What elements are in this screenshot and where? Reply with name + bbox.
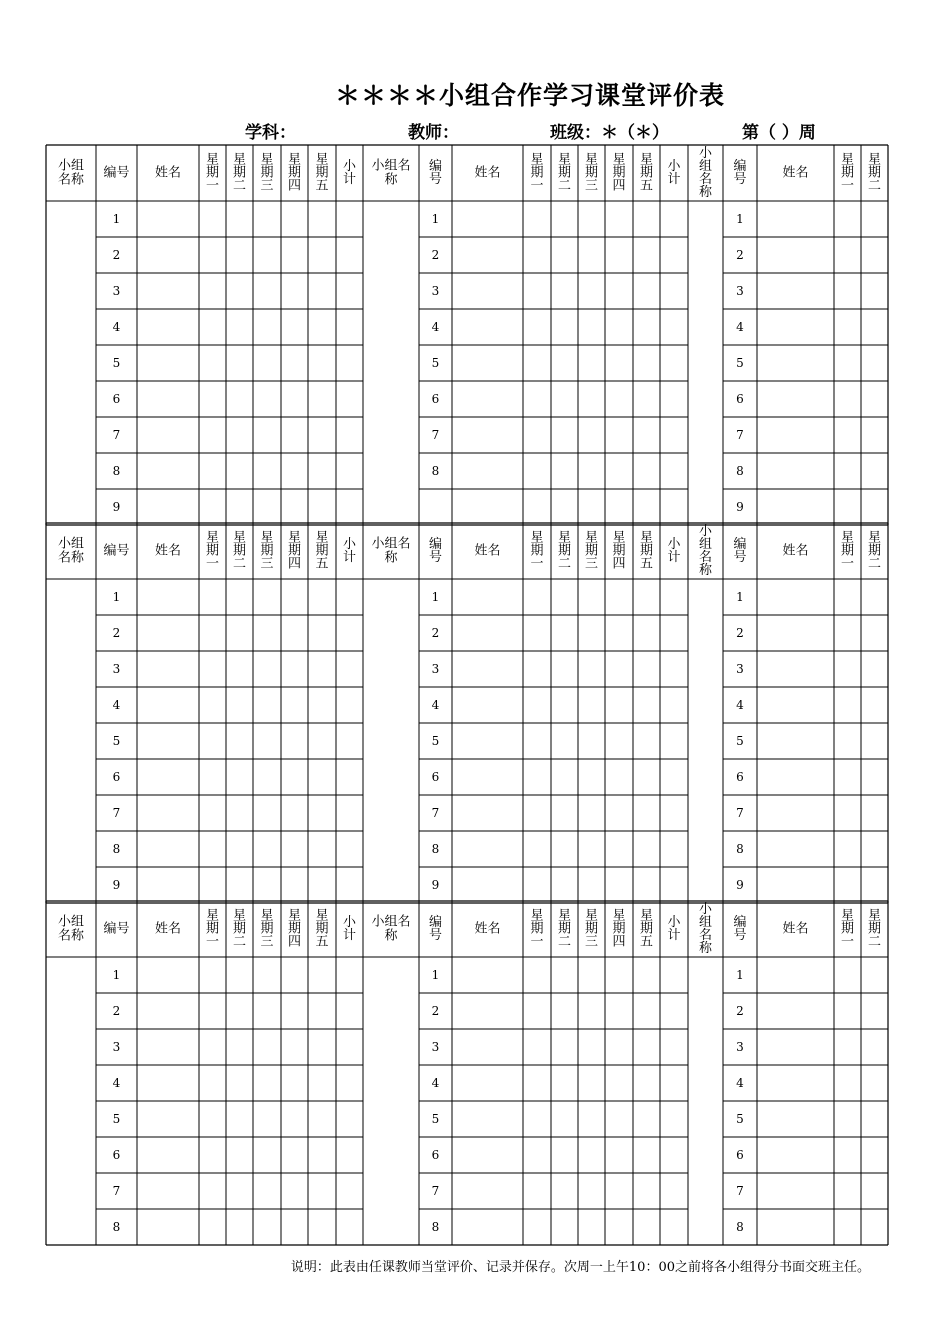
row-number: 2 bbox=[431, 248, 440, 262]
header-group_name_a: 小组 bbox=[57, 536, 85, 552]
header-wed: 期 bbox=[260, 543, 274, 559]
row-number: 1 bbox=[431, 968, 440, 982]
header-number_a: 编号 bbox=[103, 165, 130, 181]
header-mon: 一 bbox=[205, 556, 220, 572]
header-mon: 一 bbox=[840, 934, 855, 950]
header-number_b: 编 bbox=[428, 915, 443, 930]
header-fri: 五 bbox=[639, 178, 654, 194]
header-tue: 期 bbox=[557, 543, 572, 559]
header-mon: 期 bbox=[205, 921, 220, 937]
row-number: 3 bbox=[431, 284, 440, 298]
row-number: 7 bbox=[431, 1184, 440, 1198]
header-wed: 期 bbox=[584, 165, 599, 181]
header-subtotal: 计 bbox=[667, 550, 681, 565]
row-number: 9 bbox=[431, 878, 440, 892]
header-thu: 四 bbox=[612, 178, 626, 194]
class-label: 班级：＊（＊） bbox=[550, 123, 669, 143]
header-name: 姓名 bbox=[474, 543, 501, 559]
row-number: 4 bbox=[431, 698, 440, 712]
header-tue: 星 bbox=[557, 908, 572, 924]
row-number: 4 bbox=[736, 698, 744, 712]
teacher-label: 教师： bbox=[408, 123, 459, 143]
row-number: 5 bbox=[112, 1112, 121, 1126]
row-number: 1 bbox=[736, 590, 744, 604]
row-number: 7 bbox=[736, 1184, 744, 1198]
row-number: 7 bbox=[736, 806, 744, 820]
header-tue: 期 bbox=[232, 921, 247, 937]
header-wed: 三 bbox=[260, 556, 274, 572]
header-wed: 星 bbox=[584, 908, 599, 924]
header-subtotal: 计 bbox=[667, 928, 681, 943]
row-number: 8 bbox=[431, 464, 440, 478]
header-thu: 星 bbox=[287, 530, 302, 546]
header-tue: 期 bbox=[232, 165, 247, 181]
header-thu: 期 bbox=[612, 921, 626, 937]
footer-note: 说明：此表由任课教师当堂评价、记录并保存。次周一上午10：00之前将各小组得分书面交班主任。 bbox=[290, 1260, 870, 1275]
header-group_name_a: 组 bbox=[698, 537, 713, 552]
header-fri: 期 bbox=[315, 543, 329, 559]
row-number: 6 bbox=[112, 392, 121, 406]
header-wed: 三 bbox=[584, 556, 599, 572]
header-tue: 星 bbox=[232, 152, 247, 168]
row-number: 5 bbox=[431, 1112, 440, 1126]
header-fri: 期 bbox=[639, 921, 654, 937]
row-number: 3 bbox=[112, 284, 121, 298]
header-tue: 二 bbox=[867, 934, 882, 950]
row-number: 5 bbox=[736, 1112, 744, 1126]
header-wed: 星 bbox=[260, 152, 274, 168]
header-tue: 星 bbox=[557, 152, 572, 168]
header-fri: 五 bbox=[639, 556, 654, 572]
header-tue: 二 bbox=[557, 178, 572, 194]
row-number: 6 bbox=[431, 392, 440, 406]
header-mon: 一 bbox=[530, 934, 544, 950]
row-number: 5 bbox=[736, 356, 744, 370]
header-mon: 星 bbox=[205, 908, 220, 924]
row-number: 4 bbox=[736, 1076, 744, 1090]
row-number: 4 bbox=[431, 320, 440, 334]
row-number: 8 bbox=[431, 1220, 440, 1234]
header-subtotal: 计 bbox=[342, 550, 357, 565]
header-wed: 三 bbox=[260, 934, 274, 950]
row-number: 8 bbox=[736, 1220, 744, 1234]
header-group_name_a: 名 bbox=[698, 172, 713, 187]
header-number_a: 编号 bbox=[103, 543, 130, 559]
header-mon: 星 bbox=[840, 908, 855, 924]
header-wed: 星 bbox=[260, 530, 274, 546]
header-thu: 星 bbox=[287, 908, 302, 924]
header-number_b: 编 bbox=[733, 537, 747, 552]
header-mon: 一 bbox=[205, 178, 220, 194]
header-mon: 星 bbox=[530, 908, 544, 924]
header-group_name_b: 称 bbox=[384, 550, 398, 566]
row-number: 6 bbox=[112, 770, 121, 784]
header-group_name_a: 称 bbox=[698, 185, 713, 200]
row-number: 6 bbox=[431, 1148, 440, 1162]
header-group_name_a: 小组 bbox=[57, 158, 85, 174]
row-number: 6 bbox=[736, 770, 744, 784]
header-mon: 期 bbox=[205, 543, 220, 559]
header-tue: 期 bbox=[867, 165, 882, 181]
row-number: 6 bbox=[736, 1148, 744, 1162]
header-tue: 二 bbox=[232, 178, 247, 194]
header-group_name_a: 名 bbox=[698, 928, 713, 943]
row-number: 7 bbox=[431, 428, 440, 442]
row-number: 4 bbox=[112, 320, 121, 334]
row-number: 9 bbox=[112, 500, 121, 514]
header-mon: 星 bbox=[840, 530, 855, 546]
row-number: 4 bbox=[736, 320, 744, 334]
header-mon: 期 bbox=[530, 921, 544, 937]
header-thu: 星 bbox=[612, 908, 626, 924]
header-wed: 期 bbox=[584, 921, 599, 937]
header-name: 姓名 bbox=[782, 921, 809, 937]
row-number: 1 bbox=[431, 212, 440, 226]
header-subtotal: 小 bbox=[342, 537, 357, 552]
header-number_a: 编号 bbox=[103, 921, 130, 937]
header-subtotal: 小 bbox=[667, 159, 681, 174]
header-fri: 五 bbox=[639, 934, 654, 950]
header-thu: 四 bbox=[287, 934, 302, 950]
header-group_name_a: 小 bbox=[698, 524, 713, 539]
header-thu: 期 bbox=[287, 165, 302, 181]
header-fri: 期 bbox=[315, 921, 329, 937]
row-number: 7 bbox=[112, 806, 121, 820]
row-number: 3 bbox=[736, 1040, 744, 1054]
header-group_name_a: 名称 bbox=[57, 928, 85, 944]
row-number: 2 bbox=[112, 248, 121, 262]
row-number: 5 bbox=[112, 356, 121, 370]
header-mon: 星 bbox=[530, 152, 544, 168]
row-number: 5 bbox=[431, 734, 440, 748]
header-mon: 期 bbox=[530, 165, 544, 181]
header-number_b: 编 bbox=[733, 159, 747, 174]
row-number: 4 bbox=[112, 698, 121, 712]
header-tue: 星 bbox=[557, 530, 572, 546]
row-number: 1 bbox=[736, 968, 744, 982]
header-fri: 五 bbox=[315, 934, 329, 950]
page-title: ＊＊＊＊小组合作学习课堂评价表 bbox=[334, 81, 725, 110]
header-subtotal: 计 bbox=[342, 172, 357, 187]
row-number: 1 bbox=[112, 590, 121, 604]
header-thu: 四 bbox=[612, 934, 626, 950]
week-label: 第（ ）周 bbox=[742, 123, 816, 143]
header-tue: 二 bbox=[867, 178, 882, 194]
header-number_b: 号 bbox=[733, 928, 747, 943]
header-group_name_a: 小 bbox=[698, 146, 713, 161]
header-thu: 期 bbox=[287, 921, 302, 937]
row-number: 8 bbox=[112, 842, 121, 856]
row-number: 1 bbox=[112, 212, 121, 226]
row-number: 5 bbox=[736, 734, 744, 748]
header-wed: 三 bbox=[584, 934, 599, 950]
header-tue: 星 bbox=[867, 530, 882, 546]
header-name: 姓名 bbox=[154, 543, 182, 559]
header-tue: 二 bbox=[232, 556, 247, 572]
header-fri: 期 bbox=[315, 165, 329, 181]
header-name: 姓名 bbox=[782, 543, 809, 559]
row-number: 2 bbox=[112, 626, 121, 640]
header-wed: 期 bbox=[260, 165, 274, 181]
row-number: 9 bbox=[112, 878, 121, 892]
row-number: 8 bbox=[431, 842, 440, 856]
header-thu: 期 bbox=[612, 165, 626, 181]
header-fri: 星 bbox=[639, 530, 654, 546]
header-number_b: 编 bbox=[428, 159, 443, 174]
row-number: 1 bbox=[112, 968, 121, 982]
header-fri: 星 bbox=[315, 530, 329, 546]
header-fri: 期 bbox=[639, 543, 654, 559]
row-number: 8 bbox=[736, 464, 744, 478]
header-tue: 期 bbox=[557, 165, 572, 181]
header-thu: 星 bbox=[287, 152, 302, 168]
header-number_b: 号 bbox=[428, 550, 443, 565]
header-tue: 期 bbox=[867, 921, 882, 937]
header-group_name_a: 名 bbox=[698, 550, 713, 565]
header-tue: 星 bbox=[232, 530, 247, 546]
row-number: 6 bbox=[736, 392, 744, 406]
header-subtotal: 小 bbox=[667, 537, 681, 552]
header-fri: 星 bbox=[315, 152, 329, 168]
header-group_name_b: 小组名 bbox=[371, 158, 411, 174]
row-number: 2 bbox=[112, 1004, 121, 1018]
row-number: 2 bbox=[736, 248, 744, 262]
header-number_b: 号 bbox=[428, 928, 443, 943]
header-tue: 二 bbox=[867, 556, 882, 572]
row-number: 9 bbox=[736, 500, 744, 514]
row-number: 7 bbox=[112, 428, 121, 442]
header-fri: 五 bbox=[315, 178, 329, 194]
row-number: 4 bbox=[112, 1076, 121, 1090]
header-wed: 期 bbox=[260, 921, 274, 937]
header-subtotal: 小 bbox=[342, 159, 357, 174]
row-number: 2 bbox=[736, 1004, 744, 1018]
header-tue: 二 bbox=[557, 934, 572, 950]
header-group_name_a: 小 bbox=[698, 902, 713, 917]
header-mon: 一 bbox=[840, 556, 855, 572]
header-group_name_b: 称 bbox=[384, 172, 398, 188]
header-name: 姓名 bbox=[474, 921, 501, 937]
header-mon: 期 bbox=[530, 543, 544, 559]
header-fri: 五 bbox=[315, 556, 329, 572]
row-number: 1 bbox=[431, 590, 440, 604]
row-number: 7 bbox=[112, 1184, 121, 1198]
header-subtotal: 计 bbox=[667, 172, 681, 187]
row-number: 3 bbox=[112, 662, 121, 676]
row-number: 8 bbox=[112, 1220, 121, 1234]
header-mon: 星 bbox=[205, 530, 220, 546]
row-number: 5 bbox=[431, 356, 440, 370]
header-mon: 星 bbox=[840, 152, 855, 168]
header-group_name_b: 小组名 bbox=[371, 914, 411, 930]
row-number: 3 bbox=[736, 284, 744, 298]
subject-label: 学科： bbox=[245, 123, 296, 143]
header-mon: 一 bbox=[530, 556, 544, 572]
header-mon: 期 bbox=[205, 165, 220, 181]
header-group_name_b: 小组名 bbox=[371, 536, 411, 552]
header-group_name_b: 称 bbox=[384, 928, 398, 944]
header-wed: 星 bbox=[584, 530, 599, 546]
header-group_name_a: 小组 bbox=[57, 914, 85, 930]
header-name: 姓名 bbox=[474, 165, 501, 181]
row-number: 7 bbox=[431, 806, 440, 820]
header-fri: 星 bbox=[639, 152, 654, 168]
row-number: 3 bbox=[112, 1040, 121, 1054]
row-number: 2 bbox=[736, 626, 744, 640]
header-thu: 星 bbox=[612, 530, 626, 546]
header-thu: 期 bbox=[612, 543, 626, 559]
row-number: 2 bbox=[431, 1004, 440, 1018]
header-number_b: 号 bbox=[428, 172, 443, 187]
header-fri: 星 bbox=[315, 908, 329, 924]
row-number: 1 bbox=[736, 212, 744, 226]
header-mon: 一 bbox=[530, 178, 544, 194]
header-mon: 期 bbox=[840, 165, 855, 181]
header-tue: 期 bbox=[557, 921, 572, 937]
header-mon: 一 bbox=[840, 178, 855, 194]
header-subtotal: 小 bbox=[342, 915, 357, 930]
header-mon: 期 bbox=[840, 921, 855, 937]
header-number_b: 编 bbox=[733, 915, 747, 930]
header-mon: 星 bbox=[205, 152, 220, 168]
header-number_b: 号 bbox=[733, 550, 747, 565]
header-fri: 期 bbox=[639, 165, 654, 181]
row-number: 4 bbox=[431, 1076, 440, 1090]
header-fri: 星 bbox=[639, 908, 654, 924]
header-group_name_a: 名称 bbox=[57, 550, 85, 566]
header-wed: 星 bbox=[260, 908, 274, 924]
header-tue: 星 bbox=[232, 908, 247, 924]
header-wed: 三 bbox=[584, 178, 599, 194]
header-mon: 期 bbox=[840, 543, 855, 559]
header-thu: 四 bbox=[612, 556, 626, 572]
header-tue: 星 bbox=[867, 908, 882, 924]
row-number: 3 bbox=[736, 662, 744, 676]
header-thu: 期 bbox=[287, 543, 302, 559]
header-wed: 三 bbox=[260, 178, 274, 194]
header-group_name_a: 组 bbox=[698, 915, 713, 930]
header-number_b: 号 bbox=[733, 172, 747, 187]
header-wed: 期 bbox=[584, 543, 599, 559]
row-number: 5 bbox=[112, 734, 121, 748]
header-tue: 二 bbox=[557, 556, 572, 572]
header-tue: 期 bbox=[867, 543, 882, 559]
header-tue: 星 bbox=[867, 152, 882, 168]
header-name: 姓名 bbox=[782, 165, 809, 181]
row-number: 8 bbox=[736, 842, 744, 856]
row-number: 2 bbox=[431, 626, 440, 640]
header-name: 姓名 bbox=[154, 165, 182, 181]
header-mon: 星 bbox=[530, 530, 544, 546]
header-number_b: 编 bbox=[428, 537, 443, 552]
header-group_name_a: 组 bbox=[698, 159, 713, 174]
header-group_name_a: 称 bbox=[698, 941, 713, 956]
row-number: 6 bbox=[431, 770, 440, 784]
row-number: 3 bbox=[431, 662, 440, 676]
header-thu: 四 bbox=[287, 556, 302, 572]
header-group_name_a: 称 bbox=[698, 563, 713, 578]
header-tue: 期 bbox=[232, 543, 247, 559]
header-tue: 二 bbox=[232, 934, 247, 950]
header-name: 姓名 bbox=[154, 921, 182, 937]
header-mon: 一 bbox=[205, 934, 220, 950]
row-number: 9 bbox=[736, 878, 744, 892]
header-thu: 四 bbox=[287, 178, 302, 194]
header-wed: 星 bbox=[584, 152, 599, 168]
header-subtotal: 计 bbox=[342, 928, 357, 943]
header-group_name_a: 名称 bbox=[57, 172, 85, 188]
row-number: 6 bbox=[112, 1148, 121, 1162]
row-number: 8 bbox=[112, 464, 121, 478]
header-thu: 星 bbox=[612, 152, 626, 168]
row-number: 3 bbox=[431, 1040, 440, 1054]
header-subtotal: 小 bbox=[667, 915, 681, 930]
row-number: 7 bbox=[736, 428, 744, 442]
